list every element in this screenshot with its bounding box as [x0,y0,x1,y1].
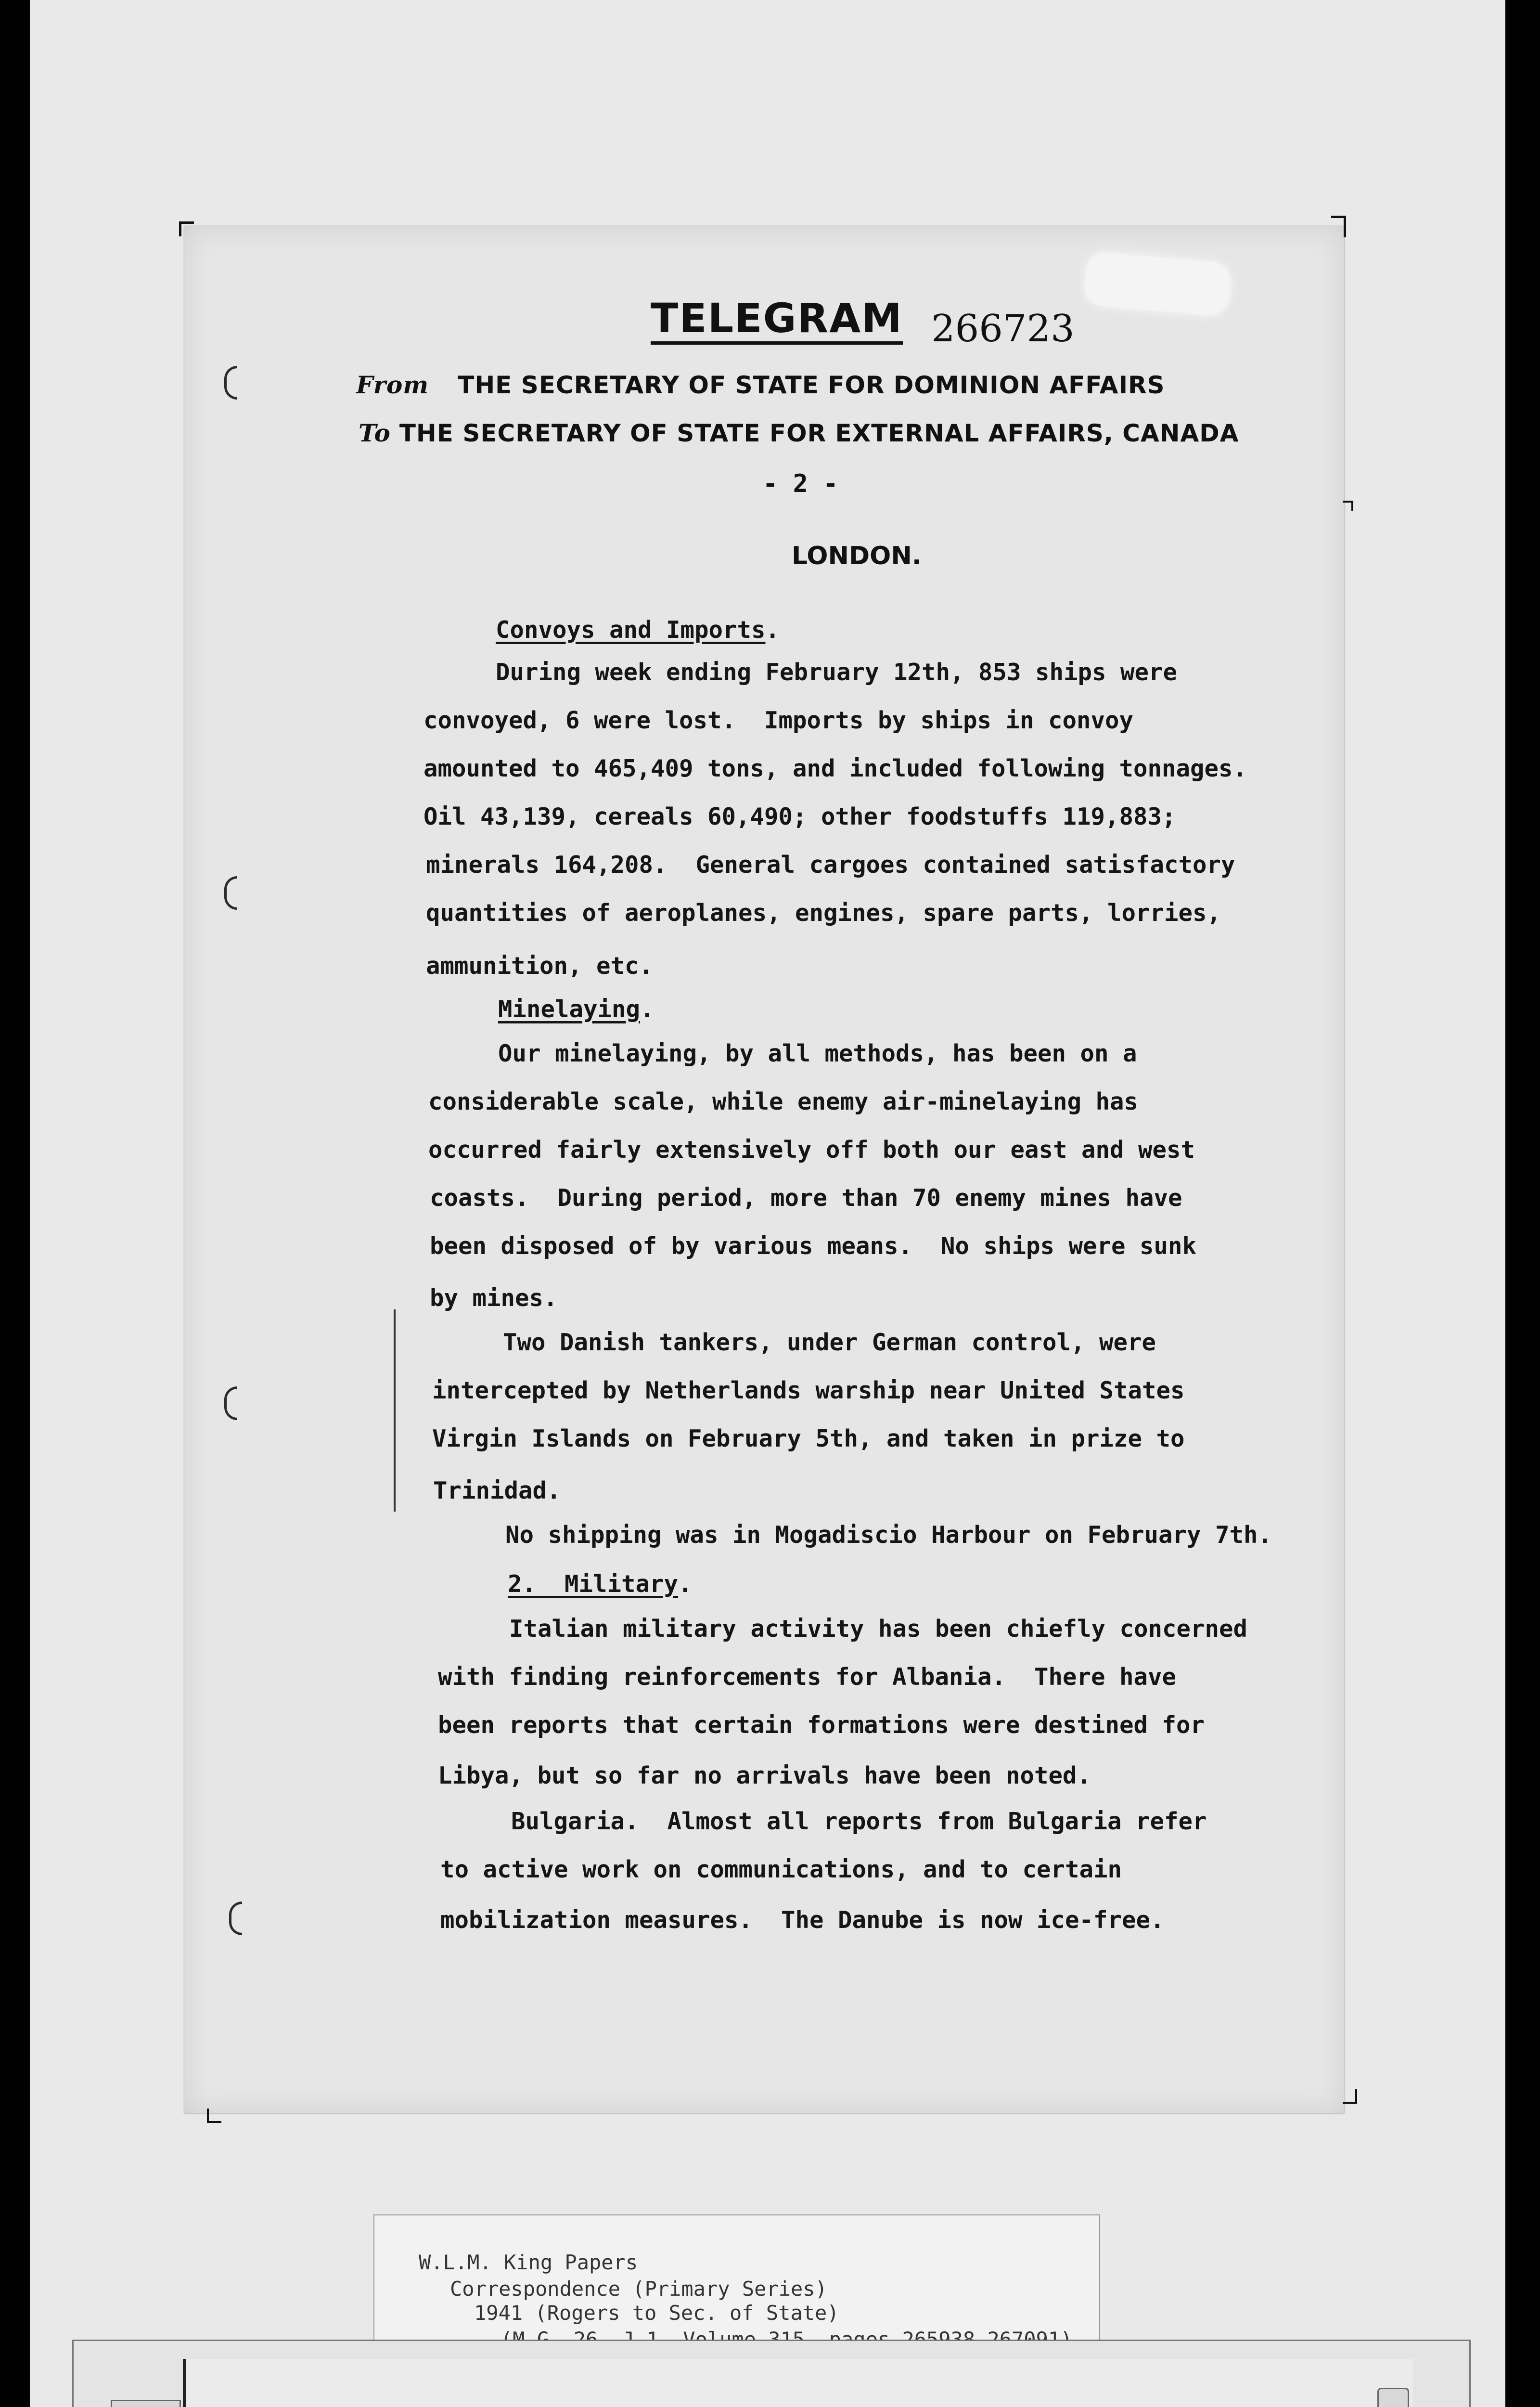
text-line: ammunition, etc. [426,952,654,980]
text-line: Virgin Islands on February 5th, and taken in prize to [432,1425,1185,1452]
text-line: Libya, but so far no arrivals have been noted. [438,1762,1091,1789]
text-line: Two Danish tankers, under German control, were [503,1329,1156,1356]
text-line: Our minelaying, by all methods, has been on a [498,1040,1137,1067]
section-heading: Minelaying. [498,996,654,1023]
section-heading: Convoys and Imports. [496,616,780,644]
text-line: convoyed, 6 were lost. Imports by ships in convoy [424,707,1134,734]
text-line: been reports that certain formations were destined for [438,1711,1205,1739]
text-line: been disposed of by various means. No ships were sunk [430,1232,1197,1260]
from-value: THE SECRETARY OF STATE FOR DOMINION AFFAIRS [458,371,1165,399]
text-line: intercepted by Netherlands warship near United States [432,1377,1185,1404]
reference-line: 1941 (Rogers to Sec. of State) [474,2301,839,2325]
text-line: occurred fairly extensively off both our east and west [428,1136,1195,1164]
stamp-tab [1377,2388,1409,2407]
text-line: Oil 43,139, cereals 60,490; other foodstuffs 119,883; [424,803,1176,830]
section-heading: 2. Military. [508,1570,693,1598]
to-label: To [359,419,391,447]
corner-mark [1343,2089,1357,2104]
reference-line: W.L.M. King Papers [419,2251,638,2274]
text-line: Italian military activity has been chiefly concerned [509,1615,1248,1643]
text-line: No shipping was in Mogadiscio Harbour on February 7th. [505,1521,1272,1549]
text-line: Trinidad. [433,1477,561,1504]
reference-line: Correspondence (Primary Series) [450,2277,827,2301]
text-line: with finding reinforcements for Albania. There have [438,1663,1177,1691]
text-line: coasts. During period, more than 70 enemy mines have [430,1184,1182,1212]
page-number: - 2 - [763,469,838,498]
bulgaria-label: Bulgaria [511,1808,625,1835]
margin-pencil-line [394,1309,396,1512]
text-line: by mines. [430,1284,558,1312]
archives-stamp-band [183,2359,1413,2407]
from-label: From [356,371,429,399]
telegram-title: TELEGRAM [651,296,903,345]
text-line: to active work on communications, and to certain [440,1856,1122,1883]
stamp-tab [111,2400,181,2407]
text-line: Bulgaria. Almost all reports from Bulgaria refer [511,1808,1207,1835]
corner-mark [207,2109,221,2123]
place-name: LONDON. [792,542,922,570]
text-line: amounted to 465,409 tons, and included following tonnages. [424,755,1247,782]
text-line: considerable scale, while enemy air-minelaying has [428,1088,1139,1115]
text-line: mobilization measures. The Danube is now ice-free. [440,1906,1165,1934]
text-line: During week ending February 12th, 853 ships were [496,659,1178,686]
to-value: THE SECRETARY OF STATE FOR EXTERNAL AFFAIRS, CANADA [399,419,1239,447]
text-line: minerals 164,208. General cargoes contained satisfactory [426,851,1235,879]
text-line: quantities of aeroplanes, engines, spare parts, lorries, [426,899,1221,927]
telegram-number: 266723 [931,307,1075,350]
